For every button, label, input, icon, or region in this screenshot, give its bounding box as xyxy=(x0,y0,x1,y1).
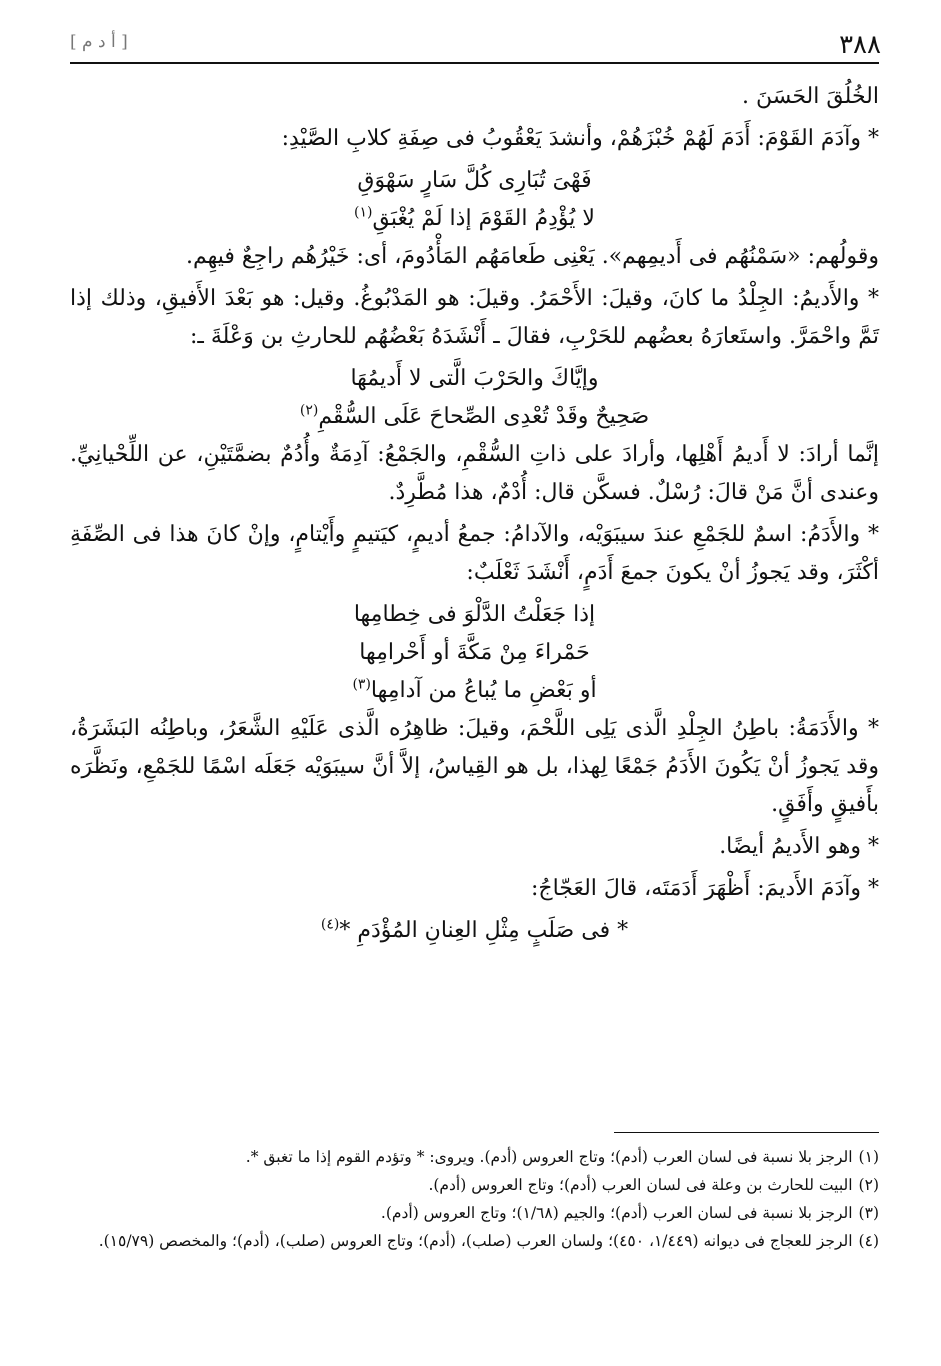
entry-root-mark: [ أ د م ] xyxy=(70,32,128,52)
verse-text: * فى صَلَبٍ مِثْلِ العِنانِ المُؤْدَمِ * xyxy=(339,918,629,943)
footnote xyxy=(70,1199,879,1227)
footnote-ref: (٢) xyxy=(299,402,319,419)
footnote-text: الرجز للعجاج فى ديوانه (١/٤٤٩، ٤٥٠)؛ ولسان العرب (صلب)، (أدم)؛ وتاج العروس (صلب)، (أدم)؛ والمخصص (١٥/٧٩). xyxy=(98,1232,853,1250)
paragraph: * وآدَمَ الأَديمَ: أَظْهَرَ أَدَمَتَه، قالَ العَجّاجُ: xyxy=(530,876,879,901)
paragraph: * والأَدَمُ: اسمٌ للجَمْعِ عندَ سيبَوَيْه، والآدامُ: جمعُ أديمٍ، كيَتيمٍ وأَيْتامٍ، وإنْ كانَ هذا فى الصِّفَةِ أكْثَرَ، وقد يَجوزُ أنْ يكونَ جمعَ أَدَمٍ، أَنْشَدَ ثَعْلَبٌ: xyxy=(70,522,879,585)
footnote-number: (٣) xyxy=(858,1204,879,1222)
footnote-text: الرجز بلا نسبة فى لسان العرب (أدم)؛ والجيم (١/٦٨)؛ وتاج العروس (أدم). xyxy=(380,1204,853,1222)
paragraph: إنَّما أرادَ: لا أَديمُ أَهْلِها، وأرادَ على ذاتِ السُّقْمِ، والجَمْعُ: آدِمَةٌ وأُدُمٌ بضمَّتَيْنِ، عن اللِّحْيانِيِّ. وعندى أنَّ مَنْ قالَ: رُسْلٌ. فسكَّن قال: أُدْمٌ، هذا مُطَّرِدٌ. xyxy=(70,442,879,505)
verse-line: فَهْىَ تُبَارِى كُلَّ سَارٍ سَهْوَقِ xyxy=(357,168,592,193)
footnote-ref: (١) xyxy=(354,204,373,221)
main-text xyxy=(70,78,879,950)
paragraph: * والأَدَمَةُ: باطِنُ الجِلْدِ الَّذى يَلِى اللَّحْمَ، وقيلَ: ظاهِرُه الَّذى عَلَيْهِ الشَّعَرُ، وباطِنُه البَشَرَةُ، وقد يَجوزُ أنْ يَكُونَ الأَدَمُ جَمْعًا لِهذا، بل هو القِياسُ، إلاَّ أنَّ سيبَوَيْه جَعَلَه اسْمًا للجَمْعِ، ونَظَّرَه بأَفيقٍ وأَفَقٍ. xyxy=(70,716,879,817)
paragraph: * وهو الأَديمُ أيضًا. xyxy=(719,834,879,859)
verse-line xyxy=(70,398,879,436)
verse-text: لا يُؤْدِمُ القَوْمَ إذا لَمْ يُغْبَقِ xyxy=(372,206,595,231)
verse-line: حَمْراءَ مِنْ مَكَّةَ أو أَحْرامِها xyxy=(359,640,590,665)
verse-line: إذا جَعَلْتُ الدَّلْوَ فى خِطامِها xyxy=(353,602,596,627)
page-number: ٣٨٨ xyxy=(839,30,881,60)
footnote xyxy=(70,1171,879,1199)
footnote-number: (٤) xyxy=(858,1232,879,1250)
verse-text: أو بَعْضِ ما يُباعُ من آدامِها xyxy=(370,678,597,703)
footnote-text: الرجز بلا نسبة فى لسان العرب (أدم)؛ وتاج العروس (أدم). ويروى: * وتؤدم القوم إذا ما تغبق *. xyxy=(245,1148,853,1166)
footnote xyxy=(70,1143,879,1171)
verse-text: صَحِيحٌ وقَدْ تُعْدِى الصِّحاحَ عَلَى السُّقْمِ xyxy=(318,404,650,429)
verse-line: وإيَّاكَ والحَرْبَ الَّتى لا أَديمُهَا xyxy=(350,366,599,391)
header-rule xyxy=(70,62,879,64)
footnote-text: البيت للحارث بن وعلة فى لسان العرب (أدم)؛ وتاج العروس (أدم). xyxy=(428,1176,853,1194)
footnote-ref: (٤) xyxy=(320,916,340,933)
footnote-rule xyxy=(614,1132,879,1133)
footnote-number: (٢) xyxy=(858,1176,879,1194)
paragraph: * والأَديمُ: الجِلْدُ ما كانَ، وقيلَ: الأَحْمَرُ. وقيلَ: هو المَدْبُوغُ. وقيل: هو بَعْدَ الأَفيقِ، وذلك إذا تَمَّ واحْمَرَّ. واستَعارَهُ بعضُهم للحَرْبِ، فقالَ ـ أَنْشَدَهُ بَعْضُهُم للحارثِ بن وَعْلَةَ ـ: xyxy=(70,286,879,349)
verse-line xyxy=(70,672,879,710)
footnote-ref: (٣) xyxy=(352,676,371,693)
paragraph: وقولُهم: «سَمْنُهُم فى أَديمِهم». يَعْنِى طَعامَهُم المَأْدُومَ، أى: خَيْرُهُم راجِعٌ فيهِم. xyxy=(185,244,879,269)
paragraph: * وآدَمَ القَوْمَ: أَدَمَ لَهُمْ خُبْزَهُمْ، وأنشدَ يَعْقُوبُ فى صِفَةِ كلابِ الصَّيْدِ: xyxy=(281,126,879,151)
footnotes xyxy=(70,1143,879,1255)
footnote xyxy=(70,1227,879,1255)
verse-line xyxy=(70,912,879,950)
paragraph: الخُلُقَ الحَسَنَ . xyxy=(741,84,879,109)
verse-line xyxy=(70,200,879,238)
footnote-number: (١) xyxy=(858,1148,879,1166)
